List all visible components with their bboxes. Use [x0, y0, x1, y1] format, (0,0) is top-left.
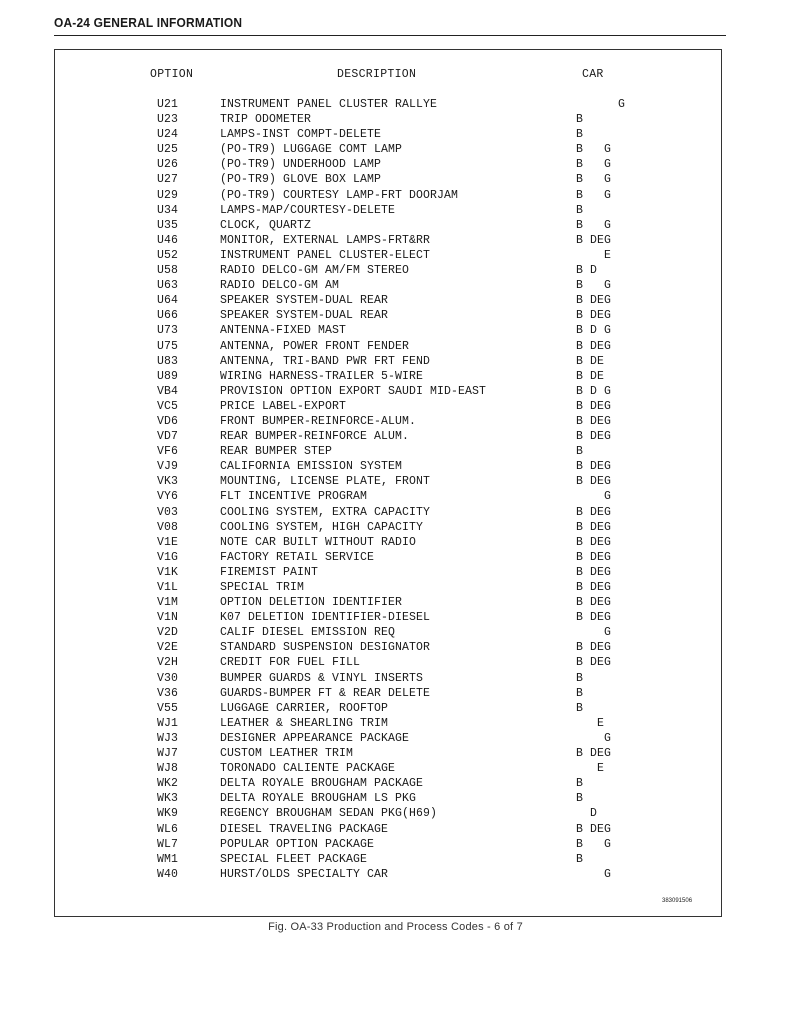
option-description: FLT INCENTIVE PROGRAM	[220, 490, 368, 504]
table-row	[0, 822, 791, 837]
option-code: WL7	[157, 837, 179, 851]
option-code: U29	[157, 188, 179, 202]
car-codes: B DEG	[576, 822, 612, 836]
car-codes: B DEG	[576, 535, 612, 549]
car-codes: D	[576, 807, 598, 821]
car-codes: B DE	[576, 354, 605, 368]
option-description: DELTA ROYALE BROUGHAM PACKAGE	[220, 777, 424, 791]
table-row	[0, 308, 791, 323]
option-code: WJ7	[157, 747, 179, 761]
option-code: U27	[157, 173, 179, 187]
option-description: (PO-TR9) GLOVE BOX LAMP	[220, 173, 382, 187]
table-row	[0, 399, 791, 414]
option-code: U46	[157, 233, 179, 247]
option-description: CALIF DIESEL EMISSION REQ	[220, 626, 396, 640]
option-code: U25	[157, 143, 179, 157]
option-description: PRICE LABEL-EXPORT	[220, 399, 347, 413]
option-description: PROVISION OPTION EXPORT SAUDI MID-EAST	[220, 384, 487, 398]
table-row	[0, 867, 791, 882]
column-header-car: CAR	[582, 68, 604, 81]
car-codes: G	[576, 98, 626, 111]
option-description: CALIFORNIA EMISSION SYSTEM	[220, 460, 403, 474]
option-code: V03	[157, 505, 179, 519]
option-description: (PO-TR9) LUGGAGE COMT LAMP	[220, 143, 403, 157]
table-row	[0, 323, 791, 338]
option-description: COOLING SYSTEM, HIGH CAPACITY	[220, 520, 424, 534]
option-code: V1E	[157, 535, 179, 549]
option-code: U21	[157, 98, 179, 111]
option-description: RADIO DELCO-GM AM	[220, 279, 340, 293]
car-codes: B G	[576, 173, 612, 187]
option-description: CLOCK, QUARTZ	[220, 218, 312, 232]
table-row	[0, 157, 791, 172]
table-row	[0, 595, 791, 610]
table-row	[0, 263, 791, 278]
table-row	[0, 414, 791, 429]
option-description: REGENCY BROUGHAM SEDAN PKG(H69)	[220, 807, 438, 821]
car-codes: B G	[576, 158, 612, 172]
document-code: 383091506	[662, 898, 693, 904]
car-codes: B DEG	[576, 460, 612, 474]
table-row	[0, 565, 791, 580]
option-code: V1N	[157, 611, 179, 625]
table-row	[0, 625, 791, 640]
table-row	[0, 852, 791, 867]
table-row	[0, 188, 791, 203]
table-row	[0, 97, 791, 112]
car-codes: B	[576, 701, 584, 715]
option-description: ANTENNA, POWER FRONT FENDER	[220, 339, 410, 353]
option-description: SPEAKER SYSTEM-DUAL REAR	[220, 294, 389, 308]
option-description: CUSTOM LEATHER TRIM	[220, 747, 354, 761]
option-code: U52	[157, 248, 179, 262]
page-header: OA-24 GENERAL INFORMATION	[54, 15, 243, 30]
option-code: U34	[157, 203, 179, 217]
option-description: MOUNTING, LICENSE PLATE, FRONT	[220, 475, 431, 489]
option-code: WM1	[157, 852, 179, 866]
option-description: GUARDS-BUMPER FT & REAR DELETE	[220, 686, 431, 700]
option-code: V1L	[157, 581, 179, 594]
option-code: WK2	[157, 777, 179, 791]
header-rule	[54, 35, 726, 36]
option-code: V1G	[157, 550, 179, 564]
car-codes: B G	[576, 188, 612, 202]
table-row	[0, 218, 791, 233]
table-row	[0, 671, 791, 686]
table-row	[0, 640, 791, 655]
option-description: LAMPS-MAP/COURTESY-DELETE	[220, 203, 396, 217]
table-row	[0, 550, 791, 565]
option-code: V55	[157, 701, 179, 715]
table-row	[0, 354, 791, 369]
option-description: K07 DELETION IDENTIFIER-DIESEL	[220, 611, 431, 625]
option-code: U26	[157, 158, 179, 172]
option-code: U63	[157, 279, 179, 293]
car-codes: B	[576, 671, 584, 685]
car-codes: B DEG	[576, 747, 612, 761]
option-code: V30	[157, 671, 179, 685]
table-row	[0, 172, 791, 187]
table-row	[0, 746, 791, 761]
option-code: WK9	[157, 807, 179, 821]
table-row	[0, 444, 791, 459]
table-row	[0, 837, 791, 852]
table-row	[0, 520, 791, 535]
option-description: LEATHER & SHEARLING TRIM	[220, 716, 389, 730]
car-codes: B	[576, 445, 584, 459]
car-codes: B DEG	[576, 294, 612, 308]
option-description: FIREMIST PAINT	[220, 565, 319, 579]
column-header-option: OPTION	[150, 68, 194, 81]
car-codes: B DEG	[576, 430, 612, 444]
car-codes: B DEG	[576, 414, 612, 428]
option-description: DIESEL TRAVELING PACKAGE	[220, 822, 389, 836]
table-row	[0, 806, 791, 821]
car-codes: B DEG	[576, 581, 612, 594]
option-description: ANTENNA-FIXED MAST	[220, 324, 347, 338]
option-code: VY6	[157, 490, 179, 504]
car-codes: B DEG	[576, 550, 612, 564]
table-row	[0, 655, 791, 670]
car-codes: B	[576, 128, 584, 142]
car-codes: B DEG	[576, 505, 612, 519]
car-codes: B G	[576, 837, 612, 851]
option-code: U35	[157, 218, 179, 232]
option-description: LAMPS-INST COMPT-DELETE	[220, 128, 382, 142]
option-code: WJ3	[157, 731, 179, 745]
option-description: DESIGNER APPEARANCE PACKAGE	[220, 731, 410, 745]
option-description: BUMPER GUARDS & VINYL INSERTS	[220, 671, 424, 685]
car-codes: B D	[576, 264, 598, 278]
option-code: U75	[157, 339, 179, 353]
car-codes: B DE	[576, 369, 605, 383]
car-codes: B	[576, 777, 584, 791]
option-code: W40	[157, 867, 179, 881]
option-code: VF6	[157, 445, 179, 459]
option-description: DELTA ROYALE BROUGHAM LS PKG	[220, 792, 417, 806]
option-description: FRONT BUMPER-REINFORCE-ALUM.	[220, 414, 417, 428]
option-description: INSTRUMENT PANEL CLUSTER-ELECT	[220, 248, 431, 262]
table-row	[0, 505, 791, 520]
option-description: OPTION DELETION IDENTIFIER	[220, 596, 403, 610]
table-row	[0, 339, 791, 354]
figure-caption: Fig. OA-33 Production and Process Codes - 6 of 7	[268, 921, 523, 933]
option-description: INSTRUMENT PANEL CLUSTER RALLYE	[220, 98, 438, 111]
option-description: (PO-TR9) COURTESY LAMP-FRT DOORJAM	[220, 188, 459, 202]
option-code: U64	[157, 294, 179, 308]
car-codes: B DEG	[576, 520, 612, 534]
option-code: VB4	[157, 384, 179, 398]
car-codes: B	[576, 686, 584, 700]
option-description: MONITOR, EXTERNAL LAMPS-FRT&RR	[220, 233, 431, 247]
car-codes: E	[576, 248, 612, 262]
option-description: WIRING HARNESS-TRAILER 5-WIRE	[220, 369, 424, 383]
option-description: SPEAKER SYSTEM-DUAL REAR	[220, 309, 389, 323]
table-row	[0, 384, 791, 399]
table-row	[0, 791, 791, 806]
table-row	[0, 127, 791, 142]
option-code: U66	[157, 309, 179, 323]
option-description: SPECIAL TRIM	[220, 581, 305, 594]
option-description: REAR BUMPER-REINFORCE ALUM.	[220, 430, 410, 444]
car-codes: B G	[576, 143, 612, 157]
car-codes: B DEG	[576, 309, 612, 323]
option-code: V1M	[157, 596, 179, 610]
option-description: HURST/OLDS SPECIALTY CAR	[220, 867, 389, 881]
car-codes: B G	[576, 218, 612, 232]
table-row	[0, 112, 791, 127]
option-description: NOTE CAR BUILT WITHOUT RADIO	[220, 535, 417, 549]
option-code: V2H	[157, 656, 179, 670]
car-codes: B D G	[576, 324, 612, 338]
table-row	[0, 369, 791, 384]
car-codes: B DEG	[576, 399, 612, 413]
option-description: RADIO DELCO-GM AM/FM STEREO	[220, 264, 410, 278]
table-row	[0, 761, 791, 776]
car-codes: B	[576, 113, 584, 127]
car-codes: B DEG	[576, 656, 612, 670]
option-code: U89	[157, 369, 179, 383]
option-code: U58	[157, 264, 179, 278]
option-code: VD6	[157, 414, 179, 428]
option-code: V36	[157, 686, 179, 700]
option-description: ANTENNA, TRI-BAND PWR FRT FEND	[220, 354, 431, 368]
option-description: POPULAR OPTION PACKAGE	[220, 837, 375, 851]
option-description: CREDIT FOR FUEL FILL	[220, 656, 361, 670]
table-row	[0, 142, 791, 157]
car-codes: B	[576, 203, 584, 217]
table-row	[0, 686, 791, 701]
table-row	[0, 701, 791, 716]
option-code: VK3	[157, 475, 179, 489]
car-codes: E	[576, 762, 605, 776]
option-code: U24	[157, 128, 179, 142]
car-codes: B DEG	[576, 233, 612, 247]
option-description: TORONADO CALIENTE PACKAGE	[220, 762, 396, 776]
car-codes: B DEG	[576, 611, 612, 625]
car-codes: E	[576, 716, 605, 730]
car-codes: B	[576, 852, 584, 866]
table-row	[0, 203, 791, 218]
option-description: STANDARD SUSPENSION DESIGNATOR	[220, 641, 431, 655]
option-code: VD7	[157, 430, 179, 444]
option-code: V2D	[157, 626, 179, 640]
option-description: FACTORY RETAIL SERVICE	[220, 550, 375, 564]
table-row	[0, 776, 791, 791]
option-code: U73	[157, 324, 179, 338]
table-row	[0, 248, 791, 263]
table-row	[0, 716, 791, 731]
table-row	[0, 429, 791, 444]
option-code: U23	[157, 113, 179, 127]
option-description: SPECIAL FLEET PACKAGE	[220, 852, 368, 866]
car-codes: B	[576, 792, 584, 806]
car-codes: G	[576, 626, 612, 640]
car-codes: B DEG	[576, 339, 612, 353]
option-description: (PO-TR9) UNDERHOOD LAMP	[220, 158, 382, 172]
car-codes: G	[576, 867, 612, 881]
option-code: WL6	[157, 822, 179, 836]
option-code: V2E	[157, 641, 179, 655]
table-row	[0, 233, 791, 248]
car-codes: B DEG	[576, 641, 612, 655]
option-code: WJ8	[157, 762, 179, 776]
table-row	[0, 731, 791, 746]
option-code: U83	[157, 354, 179, 368]
option-code: WJ1	[157, 716, 179, 730]
option-code: VC5	[157, 399, 179, 413]
table-row	[0, 610, 791, 625]
column-header-description: DESCRIPTION	[337, 68, 417, 81]
table-row	[0, 580, 791, 595]
table-row	[0, 278, 791, 293]
option-code: VJ9	[157, 460, 179, 474]
car-codes: B D G	[576, 384, 612, 398]
car-codes: G	[576, 490, 612, 504]
table-row	[0, 459, 791, 474]
option-description: TRIP ODOMETER	[220, 113, 312, 127]
table-row	[0, 293, 791, 308]
table-row	[0, 489, 791, 504]
option-code: V1K	[157, 565, 179, 579]
car-codes: B G	[576, 279, 612, 293]
table-row	[0, 535, 791, 550]
table-row	[0, 474, 791, 489]
option-description: LUGGAGE CARRIER, ROOFTOP	[220, 701, 389, 715]
car-codes: B DEG	[576, 596, 612, 610]
car-codes: B DEG	[576, 475, 612, 489]
option-code: V08	[157, 520, 179, 534]
option-description: REAR BUMPER STEP	[220, 445, 333, 459]
car-codes: G	[576, 731, 612, 745]
option-description: COOLING SYSTEM, EXTRA CAPACITY	[220, 505, 431, 519]
car-codes: B DEG	[576, 565, 612, 579]
option-code: WK3	[157, 792, 179, 806]
option-table-body	[0, 97, 791, 882]
